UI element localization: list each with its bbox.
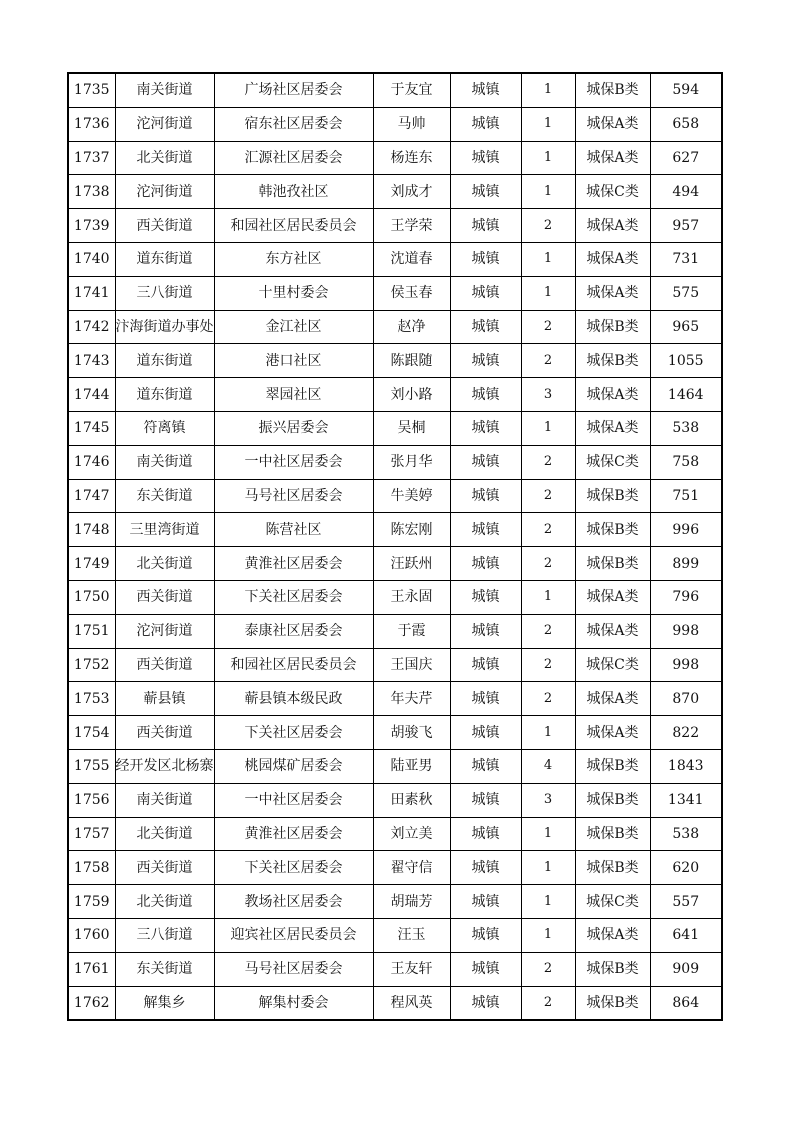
table-row <box>68 73 722 107</box>
person-name-cell: 侯玉春 <box>373 276 450 310</box>
insurance-category-cell: 城保A类 <box>575 716 650 750</box>
area-type-cell: 城镇 <box>450 547 521 581</box>
street-cell: 沱河街道 <box>115 175 214 209</box>
household-count-cell: 2 <box>521 986 575 1020</box>
household-count-cell: 2 <box>521 209 575 243</box>
area-type-cell: 城镇 <box>450 344 521 378</box>
household-count-cell: 1 <box>521 580 575 614</box>
street-cell: 解集乡 <box>115 986 214 1020</box>
insurance-category-cell: 城保B类 <box>575 851 650 885</box>
area-type-cell: 城镇 <box>450 479 521 513</box>
street-cell: 西关街道 <box>115 648 214 682</box>
street-cell: 北关街道 <box>115 817 214 851</box>
insurance-category-cell: 城保A类 <box>575 242 650 276</box>
record-number-cell: 1752 <box>68 648 115 682</box>
household-count-cell: 1 <box>521 242 575 276</box>
household-count-cell: 1 <box>521 141 575 175</box>
table-row <box>68 479 722 513</box>
area-type-cell: 城镇 <box>450 580 521 614</box>
household-count-cell: 1 <box>521 716 575 750</box>
street-cell: 沱河街道 <box>115 614 214 648</box>
household-count-cell: 1 <box>521 107 575 141</box>
table-row <box>68 107 722 141</box>
area-type-cell: 城镇 <box>450 918 521 952</box>
record-number-cell: 1747 <box>68 479 115 513</box>
person-name-cell: 程风英 <box>373 986 450 1020</box>
person-name-cell: 马帅 <box>373 107 450 141</box>
household-count-cell: 1 <box>521 918 575 952</box>
amount-cell: 864 <box>650 986 722 1020</box>
street-cell: 符离镇 <box>115 411 214 445</box>
insurance-category-cell: 城保A类 <box>575 411 650 445</box>
table-row <box>68 986 722 1020</box>
insurance-category-cell: 城保A类 <box>575 209 650 243</box>
amount-cell: 731 <box>650 242 722 276</box>
person-name-cell: 于霞 <box>373 614 450 648</box>
insurance-category-cell: 城保C类 <box>575 445 650 479</box>
area-type-cell: 城镇 <box>450 749 521 783</box>
table-row <box>68 175 722 209</box>
table-row <box>68 547 722 581</box>
person-name-cell: 陈跟随 <box>373 344 450 378</box>
community-cell: 翠园社区 <box>214 378 373 412</box>
table-row <box>68 141 722 175</box>
person-name-cell: 王友轩 <box>373 952 450 986</box>
community-cell: 和园社区居民委员会 <box>214 209 373 243</box>
amount-cell: 658 <box>650 107 722 141</box>
insurance-category-cell: 城保A类 <box>575 107 650 141</box>
household-count-cell: 1 <box>521 276 575 310</box>
street-cell: 汴海街道办事处 <box>115 310 214 344</box>
community-cell: 一中社区居委会 <box>214 445 373 479</box>
table-row <box>68 952 722 986</box>
insurance-category-cell: 城保A类 <box>575 614 650 648</box>
street-cell: 三八街道 <box>115 918 214 952</box>
community-cell: 十里村委会 <box>214 276 373 310</box>
street-cell: 北关街道 <box>115 141 214 175</box>
record-number-cell: 1753 <box>68 682 115 716</box>
household-count-cell: 1 <box>521 73 575 107</box>
person-name-cell: 刘小路 <box>373 378 450 412</box>
record-number-cell: 1751 <box>68 614 115 648</box>
insurance-category-cell: 城保B类 <box>575 73 650 107</box>
person-name-cell: 杨连东 <box>373 141 450 175</box>
record-number-cell: 1761 <box>68 952 115 986</box>
insurance-category-cell: 城保C类 <box>575 175 650 209</box>
record-number-cell: 1749 <box>68 547 115 581</box>
table-row <box>68 445 722 479</box>
amount-cell: 1055 <box>650 344 722 378</box>
record-number-cell: 1745 <box>68 411 115 445</box>
amount-cell: 620 <box>650 851 722 885</box>
area-type-cell: 城镇 <box>450 513 521 547</box>
street-cell: 沱河街道 <box>115 107 214 141</box>
household-count-cell: 2 <box>521 479 575 513</box>
street-cell: 东关街道 <box>115 952 214 986</box>
table-row <box>68 344 722 378</box>
record-number-cell: 1740 <box>68 242 115 276</box>
area-type-cell: 城镇 <box>450 73 521 107</box>
record-number-cell: 1741 <box>68 276 115 310</box>
insurance-category-cell: 城保B类 <box>575 547 650 581</box>
amount-cell: 899 <box>650 547 722 581</box>
area-type-cell: 城镇 <box>450 378 521 412</box>
community-cell: 马号社区居委会 <box>214 479 373 513</box>
amount-cell: 996 <box>650 513 722 547</box>
street-cell: 南关街道 <box>115 783 214 817</box>
record-number-cell: 1743 <box>68 344 115 378</box>
record-number-cell: 1737 <box>68 141 115 175</box>
insurance-category-cell: 城保B类 <box>575 817 650 851</box>
insurance-category-cell: 城保B类 <box>575 952 650 986</box>
street-cell: 西关街道 <box>115 209 214 243</box>
record-number-cell: 1738 <box>68 175 115 209</box>
household-count-cell: 2 <box>521 648 575 682</box>
insurance-category-cell: 城保A类 <box>575 580 650 614</box>
community-cell: 宿东社区居委会 <box>214 107 373 141</box>
street-cell: 北关街道 <box>115 547 214 581</box>
table-row <box>68 918 722 952</box>
area-type-cell: 城镇 <box>450 614 521 648</box>
area-type-cell: 城镇 <box>450 411 521 445</box>
household-count-cell: 2 <box>521 513 575 547</box>
household-count-cell: 2 <box>521 344 575 378</box>
amount-cell: 751 <box>650 479 722 513</box>
amount-cell: 965 <box>650 310 722 344</box>
amount-cell: 1843 <box>650 749 722 783</box>
amount-cell: 870 <box>650 682 722 716</box>
insurance-category-cell: 城保A类 <box>575 141 650 175</box>
record-number-cell: 1756 <box>68 783 115 817</box>
street-cell: 西关街道 <box>115 716 214 750</box>
person-name-cell: 牛美婷 <box>373 479 450 513</box>
insurance-category-cell: 城保A类 <box>575 682 650 716</box>
table-row <box>68 648 722 682</box>
amount-cell: 998 <box>650 614 722 648</box>
table-row <box>68 242 722 276</box>
household-count-cell: 2 <box>521 445 575 479</box>
area-type-cell: 城镇 <box>450 885 521 919</box>
amount-cell: 1341 <box>650 783 722 817</box>
amount-cell: 494 <box>650 175 722 209</box>
table-row <box>68 817 722 851</box>
record-number-cell: 1744 <box>68 378 115 412</box>
record-number-cell: 1748 <box>68 513 115 547</box>
household-count-cell: 2 <box>521 952 575 986</box>
person-name-cell: 陆亚男 <box>373 749 450 783</box>
amount-cell: 575 <box>650 276 722 310</box>
community-cell: 一中社区居委会 <box>214 783 373 817</box>
street-cell: 道东街道 <box>115 378 214 412</box>
household-count-cell: 1 <box>521 175 575 209</box>
table-row <box>68 851 722 885</box>
table-row <box>68 209 722 243</box>
household-count-cell: 3 <box>521 378 575 412</box>
community-cell: 黄淮社区居委会 <box>214 817 373 851</box>
street-cell: 东关街道 <box>115 479 214 513</box>
person-name-cell: 吴桐 <box>373 411 450 445</box>
insurance-category-cell: 城保B类 <box>575 310 650 344</box>
community-cell: 下关社区居委会 <box>214 851 373 885</box>
street-cell: 西关街道 <box>115 580 214 614</box>
amount-cell: 909 <box>650 952 722 986</box>
person-name-cell: 汪跃州 <box>373 547 450 581</box>
record-number-cell: 1755 <box>68 749 115 783</box>
household-count-cell: 1 <box>521 411 575 445</box>
community-cell: 蕲县镇本级民政 <box>214 682 373 716</box>
table-row <box>68 614 722 648</box>
street-cell: 南关街道 <box>115 73 214 107</box>
area-type-cell: 城镇 <box>450 682 521 716</box>
insurance-category-cell: 城保C类 <box>575 885 650 919</box>
insurance-category-cell: 城保A类 <box>575 276 650 310</box>
assistance-roster-table <box>67 72 723 1021</box>
area-type-cell: 城镇 <box>450 242 521 276</box>
person-name-cell: 王学荣 <box>373 209 450 243</box>
community-cell: 和园社区居民委员会 <box>214 648 373 682</box>
record-number-cell: 1762 <box>68 986 115 1020</box>
community-cell: 东方社区 <box>214 242 373 276</box>
table-row <box>68 411 722 445</box>
area-type-cell: 城镇 <box>450 851 521 885</box>
person-name-cell: 汪玉 <box>373 918 450 952</box>
amount-cell: 641 <box>650 918 722 952</box>
area-type-cell: 城镇 <box>450 952 521 986</box>
insurance-category-cell: 城保C类 <box>575 648 650 682</box>
insurance-category-cell: 城保A类 <box>575 918 650 952</box>
table-row <box>68 378 722 412</box>
area-type-cell: 城镇 <box>450 648 521 682</box>
community-cell: 下关社区居委会 <box>214 716 373 750</box>
record-number-cell: 1754 <box>68 716 115 750</box>
person-name-cell: 刘立美 <box>373 817 450 851</box>
person-name-cell: 胡瑞芳 <box>373 885 450 919</box>
amount-cell: 758 <box>650 445 722 479</box>
community-cell: 黄淮社区居委会 <box>214 547 373 581</box>
community-cell: 广场社区居委会 <box>214 73 373 107</box>
person-name-cell: 刘成才 <box>373 175 450 209</box>
insurance-category-cell: 城保B类 <box>575 479 650 513</box>
community-cell: 迎宾社区居民委员会 <box>214 918 373 952</box>
table-row <box>68 276 722 310</box>
person-name-cell: 张月华 <box>373 445 450 479</box>
person-name-cell: 赵净 <box>373 310 450 344</box>
person-name-cell: 翟守信 <box>373 851 450 885</box>
street-cell: 蕲县镇 <box>115 682 214 716</box>
record-number-cell: 1746 <box>68 445 115 479</box>
community-cell: 教场社区居委会 <box>214 885 373 919</box>
street-cell: 经开发区北杨寨 <box>115 749 214 783</box>
table-row <box>68 885 722 919</box>
household-count-cell: 1 <box>521 851 575 885</box>
community-cell: 韩池孜社区 <box>214 175 373 209</box>
household-count-cell: 3 <box>521 783 575 817</box>
insurance-category-cell: 城保B类 <box>575 986 650 1020</box>
amount-cell: 594 <box>650 73 722 107</box>
amount-cell: 822 <box>650 716 722 750</box>
person-name-cell: 陈宏刚 <box>373 513 450 547</box>
street-cell: 道东街道 <box>115 242 214 276</box>
record-number-cell: 1757 <box>68 817 115 851</box>
person-name-cell: 于友宜 <box>373 73 450 107</box>
household-count-cell: 2 <box>521 547 575 581</box>
person-name-cell: 年夫芹 <box>373 682 450 716</box>
table-body <box>68 73 722 1020</box>
insurance-category-cell: 城保A类 <box>575 378 650 412</box>
household-count-cell: 1 <box>521 885 575 919</box>
street-cell: 道东街道 <box>115 344 214 378</box>
record-number-cell: 1758 <box>68 851 115 885</box>
person-name-cell: 田素秋 <box>373 783 450 817</box>
community-cell: 港口社区 <box>214 344 373 378</box>
community-cell: 桃园煤矿居委会 <box>214 749 373 783</box>
area-type-cell: 城镇 <box>450 310 521 344</box>
area-type-cell: 城镇 <box>450 209 521 243</box>
record-number-cell: 1750 <box>68 580 115 614</box>
table-row <box>68 310 722 344</box>
record-number-cell: 1742 <box>68 310 115 344</box>
amount-cell: 557 <box>650 885 722 919</box>
household-count-cell: 2 <box>521 310 575 344</box>
amount-cell: 538 <box>650 817 722 851</box>
area-type-cell: 城镇 <box>450 276 521 310</box>
record-number-cell: 1759 <box>68 885 115 919</box>
record-number-cell: 1736 <box>68 107 115 141</box>
community-cell: 金江社区 <box>214 310 373 344</box>
community-cell: 下关社区居委会 <box>214 580 373 614</box>
amount-cell: 538 <box>650 411 722 445</box>
person-name-cell: 胡骏飞 <box>373 716 450 750</box>
area-type-cell: 城镇 <box>450 986 521 1020</box>
table-row <box>68 580 722 614</box>
community-cell: 汇源社区居委会 <box>214 141 373 175</box>
person-name-cell: 沈道春 <box>373 242 450 276</box>
community-cell: 泰康社区居委会 <box>214 614 373 648</box>
household-count-cell: 4 <box>521 749 575 783</box>
area-type-cell: 城镇 <box>450 107 521 141</box>
street-cell: 西关街道 <box>115 851 214 885</box>
street-cell: 北关街道 <box>115 885 214 919</box>
insurance-category-cell: 城保B类 <box>575 749 650 783</box>
household-count-cell: 1 <box>521 817 575 851</box>
area-type-cell: 城镇 <box>450 141 521 175</box>
community-cell: 马号社区居委会 <box>214 952 373 986</box>
area-type-cell: 城镇 <box>450 716 521 750</box>
area-type-cell: 城镇 <box>450 783 521 817</box>
street-cell: 三八街道 <box>115 276 214 310</box>
insurance-category-cell: 城保B类 <box>575 513 650 547</box>
amount-cell: 796 <box>650 580 722 614</box>
area-type-cell: 城镇 <box>450 175 521 209</box>
insurance-category-cell: 城保B类 <box>575 344 650 378</box>
street-cell: 南关街道 <box>115 445 214 479</box>
record-number-cell: 1760 <box>68 918 115 952</box>
table-row <box>68 682 722 716</box>
household-count-cell: 2 <box>521 682 575 716</box>
person-name-cell: 王永固 <box>373 580 450 614</box>
table-row <box>68 783 722 817</box>
area-type-cell: 城镇 <box>450 817 521 851</box>
table-row <box>68 513 722 547</box>
community-cell: 解集村委会 <box>214 986 373 1020</box>
community-cell: 陈营社区 <box>214 513 373 547</box>
area-type-cell: 城镇 <box>450 445 521 479</box>
amount-cell: 957 <box>650 209 722 243</box>
amount-cell: 627 <box>650 141 722 175</box>
insurance-category-cell: 城保B类 <box>575 783 650 817</box>
amount-cell: 998 <box>650 648 722 682</box>
household-count-cell: 2 <box>521 614 575 648</box>
community-cell: 振兴居委会 <box>214 411 373 445</box>
record-number-cell: 1739 <box>68 209 115 243</box>
table-row <box>68 749 722 783</box>
record-number-cell: 1735 <box>68 73 115 107</box>
amount-cell: 1464 <box>650 378 722 412</box>
street-cell: 三里湾街道 <box>115 513 214 547</box>
table-row <box>68 716 722 750</box>
person-name-cell: 王国庆 <box>373 648 450 682</box>
